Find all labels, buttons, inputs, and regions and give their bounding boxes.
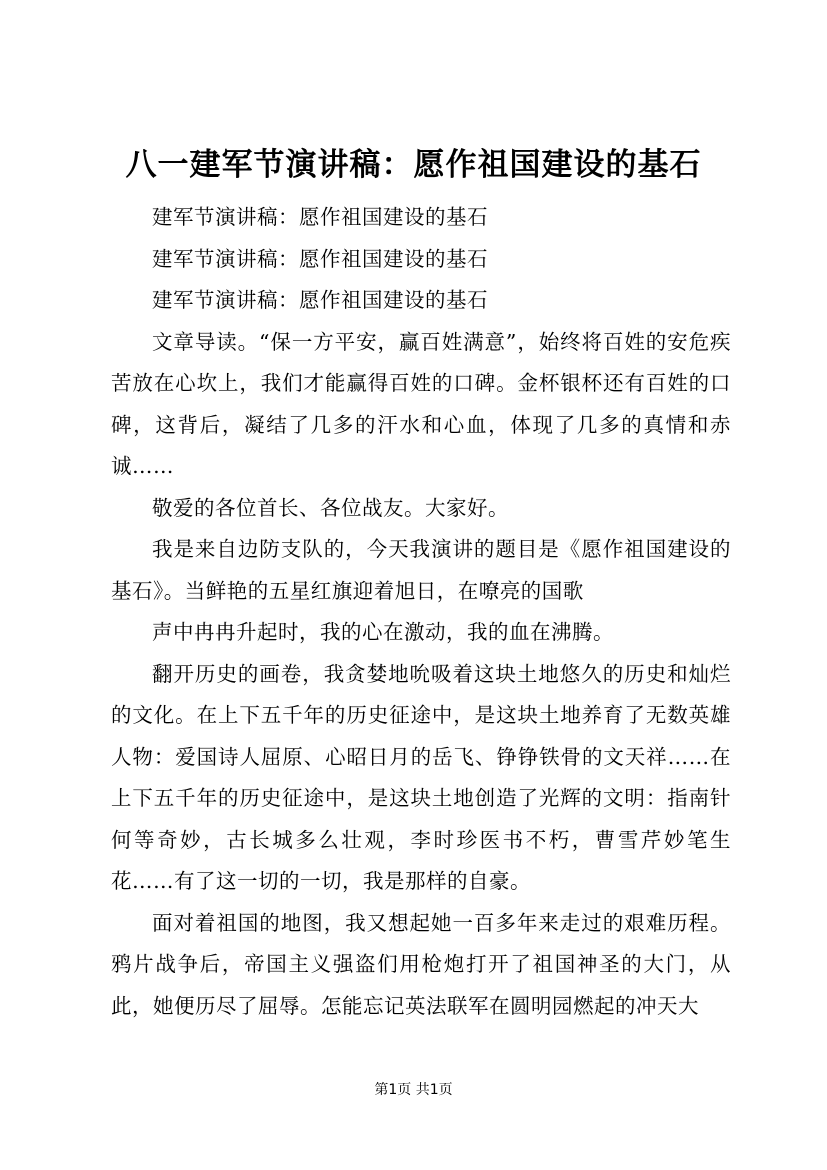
page-footer: 第1页 共1页 — [374, 1082, 453, 1098]
paragraph: 翻开历史的画卷，我贪婪地吮吸着这块土地悠久的历史和灿烂的文化。在上下五千年的历史征途中，是这块土地养育了无数英雄人物：爱国诗人屈原、心昭日月的岳飞、铮铮铁骨的文天祥……在上下五千年的历史征途中，是这块土地创造了光辉的文明：指南针何等奇妙，古长城多么壮观，李时珍医书不朽，曹雪芹妙笔生花……有了这一切的一切，我是那样的自豪。 — [111, 661, 731, 893]
paragraph: 面对着祖国的地图，我又想起她一百多年来走过的艰难历程。鸦片战争后，帝国主义强盗们用枪炮打开了祖国神圣的大门，从此，她便历尽了屈辱。怎能忘记英法联军在圆明园燃起的冲天大 — [111, 910, 731, 1018]
paragraph: 声中冉冉升起时，我的心在激动，我的血在沸腾。 — [152, 620, 614, 644]
paragraph: 文章导读。“保一方平安，赢百姓满意”，始终将百姓的安危疾苦放在心坎上，我们才能赢得百姓的口碑。金杯银杯还有百姓的口碑，这背后，凝结了几多的汗水和心血，体现了几多的真情和赤诚…… — [111, 329, 731, 478]
paragraph: 建军节演讲稿：愿作祖国建设的基石 — [152, 246, 488, 271]
paragraph: 建军节演讲稿：愿作祖国建设的基石 — [152, 288, 488, 312]
paragraph: 建军节演讲稿：愿作祖国建设的基石 — [152, 205, 488, 229]
document-title: 八一建军节演讲稿：愿作祖国建设的基石 — [125, 147, 702, 183]
document-body — [111, 197, 731, 1027]
paragraph: 我是来自边防支队的，今天我演讲的题目是《愿作祖国建设的基石》。当鲜艳的五星红旗迎着旭日，在嘹亮的国歌 — [111, 537, 731, 603]
paragraph: 敬爱的各位首长、各位战友。大家好。 — [152, 495, 509, 520]
